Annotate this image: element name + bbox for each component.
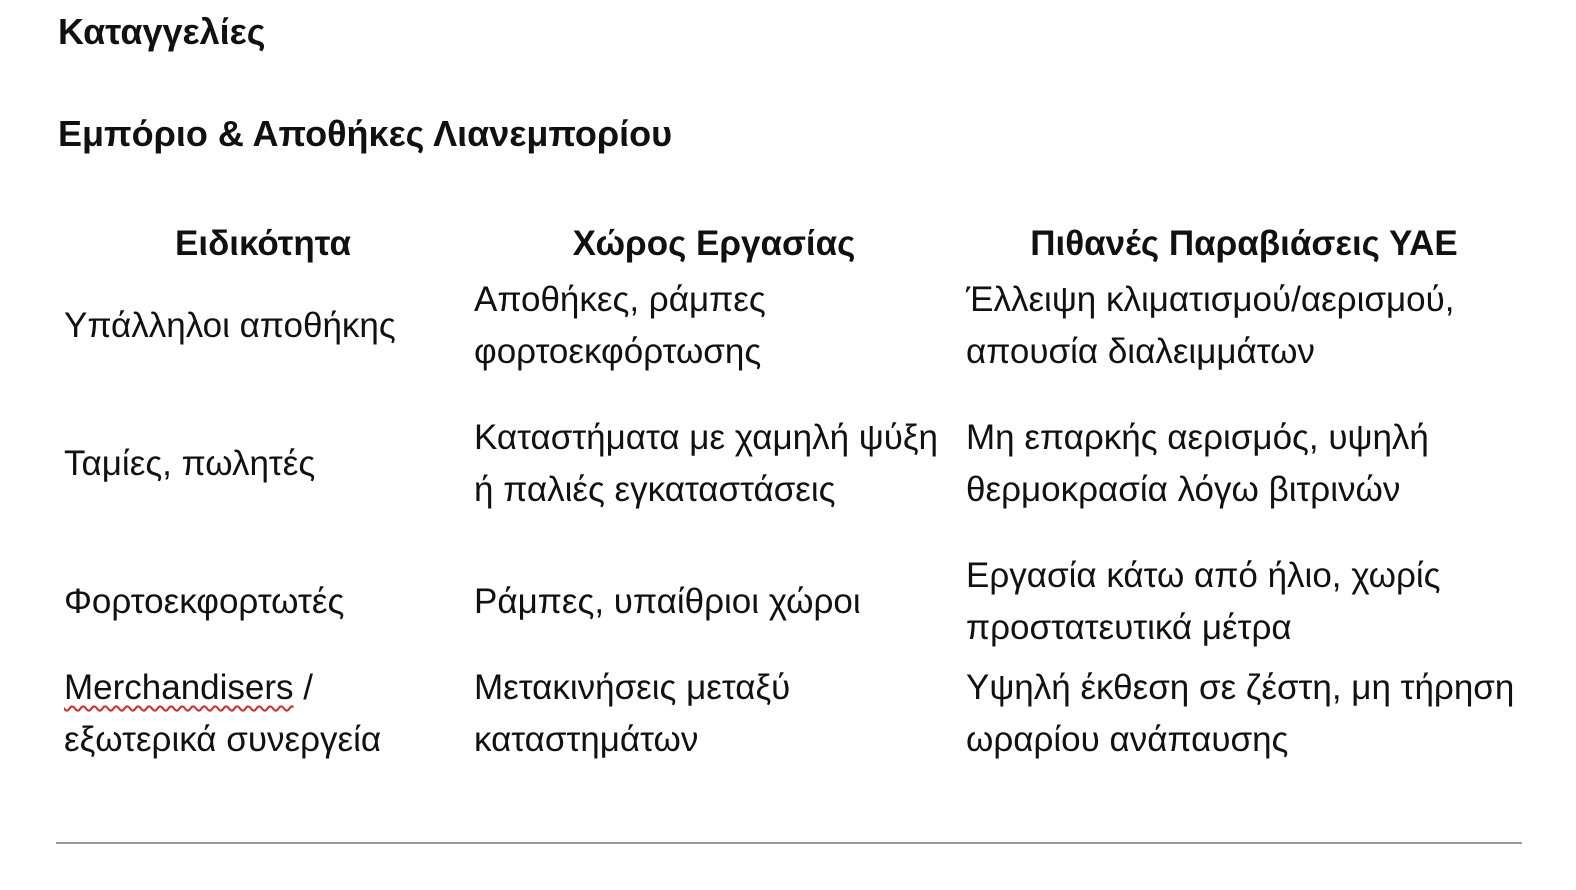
table-header-row <box>58 218 1528 274</box>
column-header-specialty: Ειδικότητα <box>175 224 351 263</box>
cell-violations: Εργασία κάτω από ήλιο, χωρίς προστατευτικά μέτρα <box>966 556 1441 647</box>
table-row <box>58 274 1528 386</box>
cell-specialty: Ταμίες, πωλητές <box>64 444 316 483</box>
cell-workplace: Αποθήκες, ράμπες φορτοεκφόρτωσης <box>474 280 766 371</box>
column-header-violations: Πιθανές Παραβιάσεις ΥΑΕ <box>1030 224 1458 263</box>
cell-specialty: Υπάλληλοι αποθήκης <box>64 306 396 345</box>
section-title: Εμπόριο & Αποθήκες Λιανεμπορίου <box>58 113 673 154</box>
cell-workplace: Μετακινήσεις μεταξύ καταστημάτων <box>474 668 791 759</box>
violations-table <box>58 218 1528 774</box>
cell-specialty: Φορτοεκφορτωτές <box>64 582 345 621</box>
horizontal-divider <box>56 842 1522 844</box>
spellcheck-flagged-word: Merchandisers <box>64 668 294 707</box>
cell-workplace: Καταστήματα με χαμηλή ψύξη ή παλιές εγκαταστάσεις <box>474 418 939 509</box>
cell-violations: Έλλειψη κλιματισμού/αερισμού, απουσία διαλειμμάτων <box>966 280 1455 371</box>
cell-violations: Μη επαρκής αερισμός, υψηλή θερμοκρασία λόγω βιτρινών <box>966 418 1429 509</box>
cell-specialty-rest: / εξωτερικά συνεργεία <box>64 668 382 759</box>
document-title: Καταγγελίες <box>58 11 266 52</box>
table-row <box>58 662 1528 774</box>
cell-specialty <box>58 662 468 774</box>
table-row <box>58 550 1528 662</box>
cell-violations: Υψηλή έκθεση σε ζέστη, μη τήρηση ωραρίου ανάπαυσης <box>966 668 1515 759</box>
column-header-workplace: Χώρος Εργασίας <box>572 224 856 263</box>
table-row <box>58 386 1528 550</box>
cell-workplace: Ράμπες, υπαίθριοι χώροι <box>474 582 861 621</box>
